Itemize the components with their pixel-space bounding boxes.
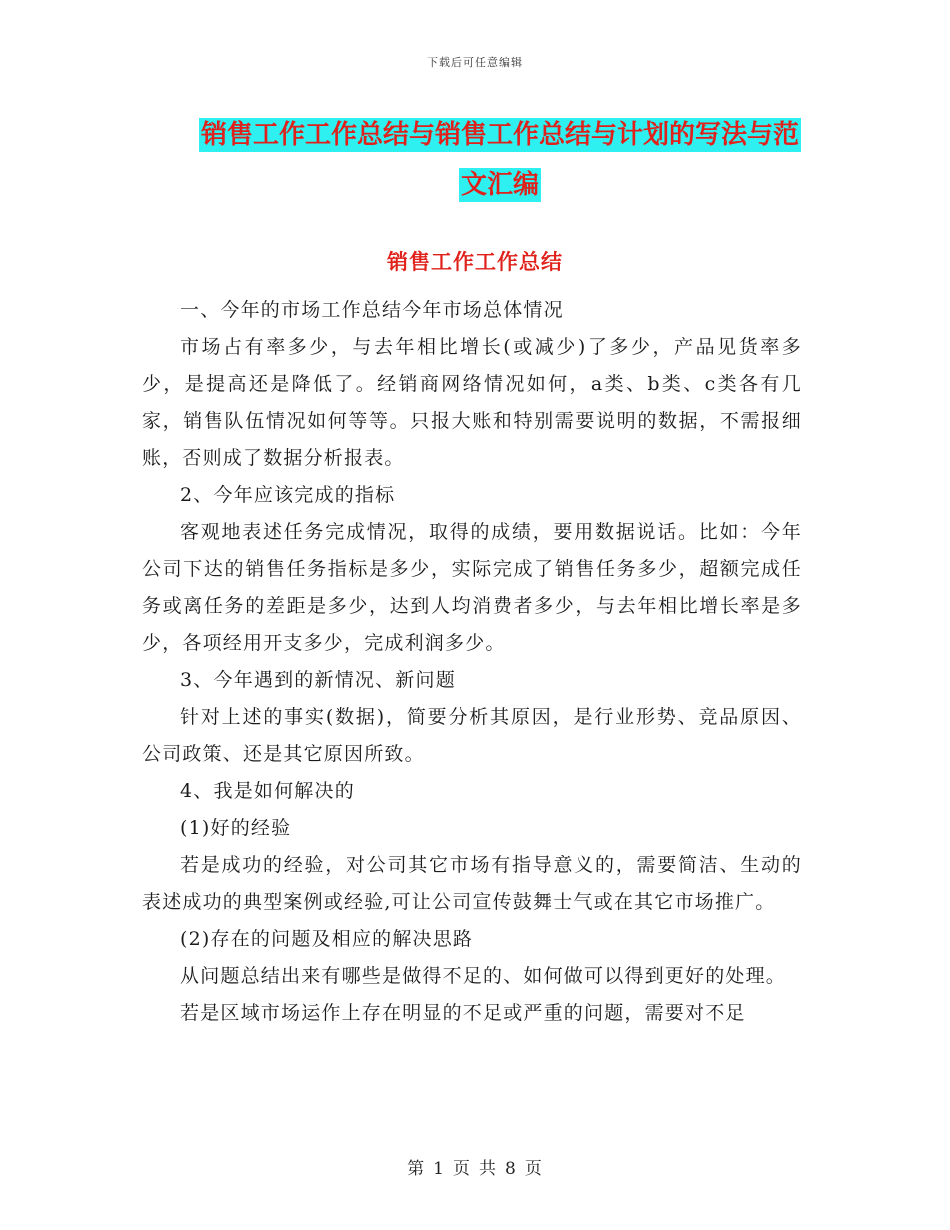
- footer-page-number: 1: [433, 1159, 445, 1179]
- page-footer: [0, 1154, 950, 1179]
- paragraph-heading: 一、今年的市场工作总结今年市场总体情况: [180, 299, 564, 321]
- paragraph: 客观地表述任务完成情况，取得的成绩，要用数据说话。比如：今年公司下达的销售任务指标是多少，实际完成了销售任务多少，超额完成任务或离任务的差距是多少，达到人均消费者多少，与去年相比增长率是多少，各项经用开支多少，完成利润多少。: [142, 521, 802, 654]
- paragraph-heading: 3、今年遇到的新情况、新问题: [180, 669, 456, 691]
- paragraph-subheading: (1)好的经验: [180, 817, 292, 839]
- paragraph: 针对上述的事实(数据)，简要分析其原因，是行业形势、竞品原因、公司政策、还是其它原因所致。: [142, 706, 802, 765]
- paragraph: 市场占有率多少，与去年相比增长(或减少)了多少，产品见货率多少，是提高还是降低了。经销商网络情况如何，a类、b类、c类各有几家，销售队伍情况如何等等。只报大账和特别需要说明的数据，不需报细账，否则成了数据分析报表。: [142, 336, 802, 469]
- footer-total-pages: 8: [505, 1159, 517, 1179]
- document-title-line-1: 销售工作工作总结与销售工作总结与计划的写法与范: [200, 120, 799, 150]
- footer-prefix: 第: [407, 1159, 426, 1179]
- paragraph: 从问题总结出来有哪些是做得不足的、如何做可以得到更好的处理。: [180, 965, 787, 987]
- body-text: [142, 292, 802, 1032]
- paragraph-heading: 2、今年应该完成的指标: [180, 484, 396, 506]
- paragraph-subheading: (2)存在的问题及相应的解决思路: [180, 928, 474, 950]
- section-title: 销售工作工作总结: [387, 249, 563, 274]
- footer-page-word: 页: [453, 1159, 471, 1179]
- paragraph: 若是成功的经验，对公司其它市场有指导意义的，需要简洁、生动的表述成功的典型案例或经验,可让公司宣传鼓舞士气或在其它市场推广。: [142, 854, 802, 913]
- document-title: [160, 110, 840, 210]
- paragraph: 若是区域市场运作上存在明显的不足或严重的问题，需要对不足: [180, 1002, 746, 1024]
- footer-total-word: 共: [479, 1159, 497, 1179]
- paragraph-heading: 4、我是如何解决的: [180, 780, 355, 802]
- footer-suffix: 页: [524, 1159, 543, 1179]
- document-title-line-2: 文汇编: [460, 170, 539, 200]
- header-note: 下载后可任意编辑: [427, 56, 523, 69]
